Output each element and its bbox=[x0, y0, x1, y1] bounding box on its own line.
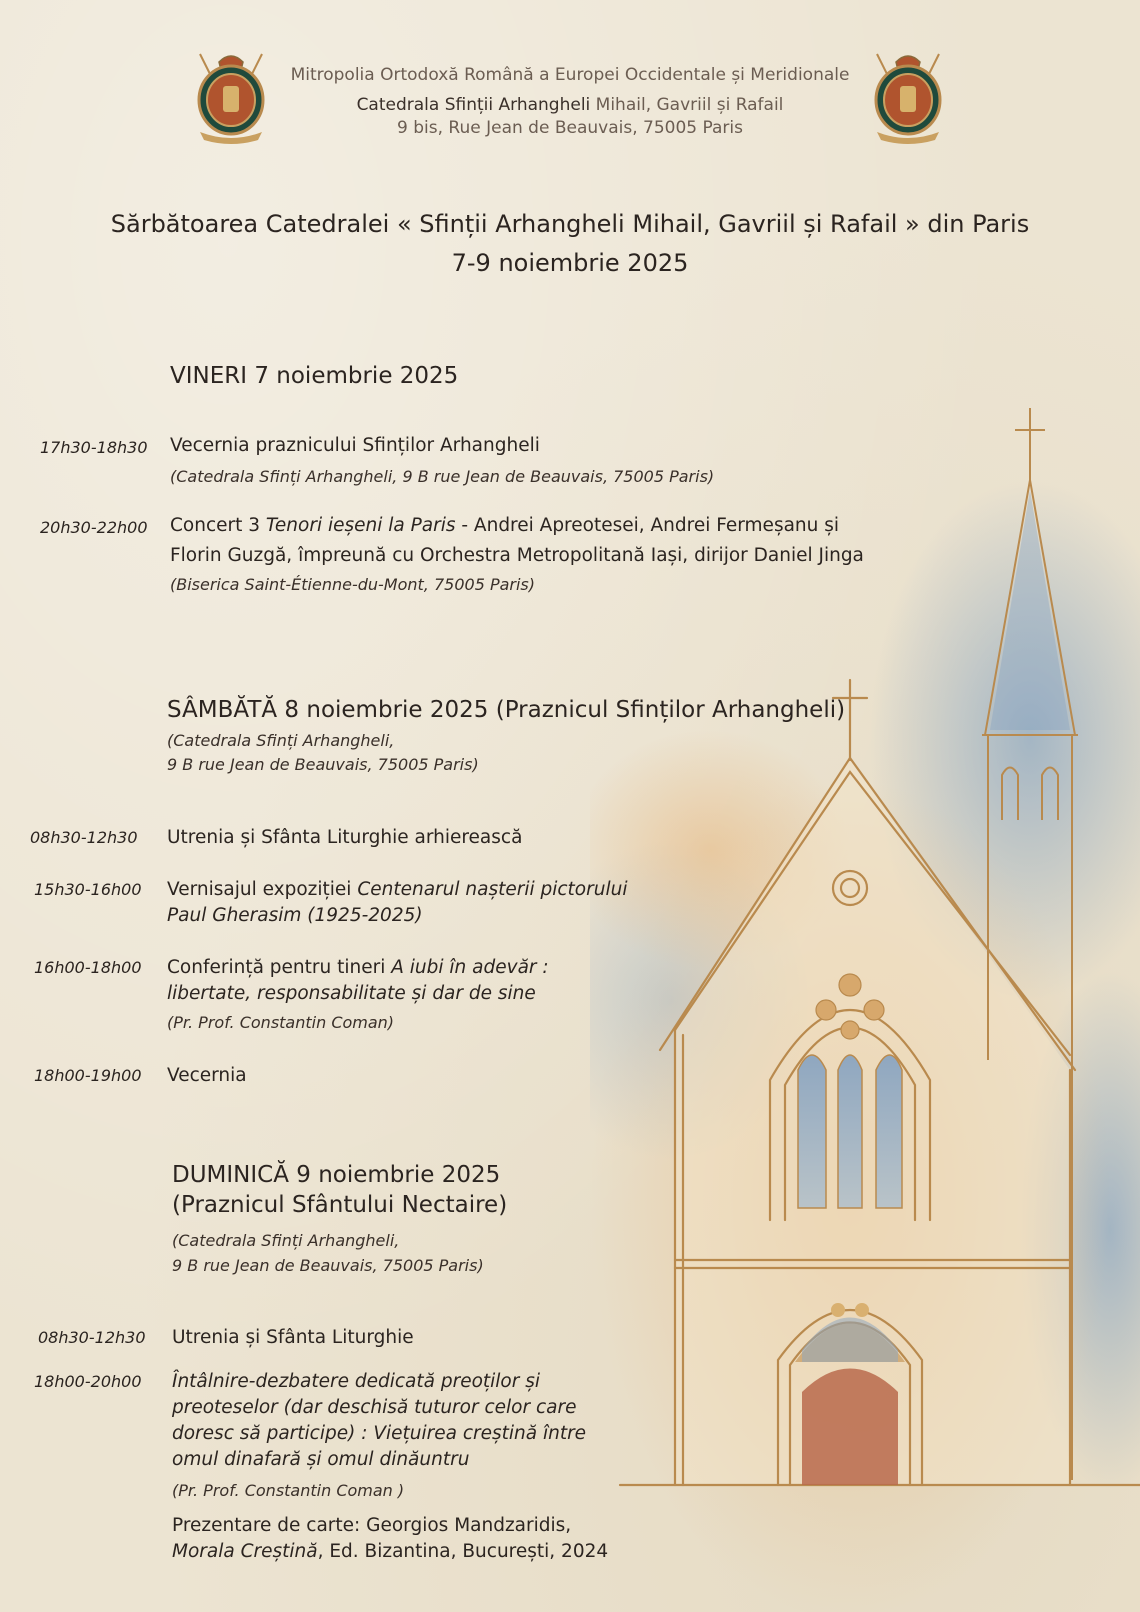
cathedral-name bbox=[0, 95, 1140, 115]
event-time: 08h30-12h30 bbox=[38, 1328, 146, 1347]
event-title-italic: A iubi în adevăr : bbox=[391, 957, 549, 978]
book-presentation: Prezentare de carte: Georgios Mandzaridis, bbox=[172, 1515, 572, 1536]
event-title bbox=[167, 954, 549, 982]
event-time: 20h30-22h00 bbox=[40, 518, 148, 537]
event-speaker: (Pr. Prof. Constantin Coman) bbox=[167, 1013, 395, 1032]
event-location: (Biserica Saint-Étienne-du-Mont, 75005 Paris) bbox=[170, 575, 536, 594]
event-speaker: (Pr. Prof. Constantin Coman ) bbox=[172, 1481, 405, 1500]
event-title-pre: Vernisajul expoziției bbox=[167, 879, 358, 900]
saturday-heading: SÂMBĂTĂ 8 noiembrie 2025 (Praznicul Sfinților Arhangheli) bbox=[167, 697, 846, 723]
event-title bbox=[167, 876, 627, 904]
page-subtitle-dates: 7-9 noiembrie 2025 bbox=[451, 249, 689, 277]
event-title-pre: Conferință pentru tineri bbox=[167, 957, 392, 978]
cathedral-name-rest: Mihail, Gavriil și Rafail bbox=[590, 95, 784, 115]
sunday-location-2: 9 B rue Jean de Beauvais, 75005 Paris) bbox=[172, 1256, 484, 1275]
event-title-line3 bbox=[172, 1420, 586, 1448]
event-title-line2: preoteselor (dar deschisă tuturor celor care bbox=[172, 1397, 577, 1418]
event-title-line3-b: Viețuirea creștină între bbox=[373, 1423, 587, 1444]
event-title-italic: Tenori ieșeni la Paris bbox=[265, 515, 456, 536]
event-time: 15h30-16h00 bbox=[34, 880, 142, 899]
saturday-location-2: 9 B rue Jean de Beauvais, 75005 Paris) bbox=[167, 755, 479, 774]
event-time: 17h30-18h30 bbox=[40, 438, 148, 457]
event-title: Vecernia praznicului Sfinților Arhangheli bbox=[170, 435, 540, 456]
event-title-italic: Centenarul nașterii pictorului bbox=[357, 879, 628, 900]
event-title-line2: Florin Guzgă, împreună cu Orchestra Metropolitană Iași, dirijor Daniel Jinga bbox=[170, 545, 864, 566]
event-title-pre: Concert 3 bbox=[170, 515, 266, 536]
book-publisher: , Ed. Bizantina, București, 2024 bbox=[317, 1541, 609, 1562]
event-title-line4: omul dinafară și omul dinăuntru bbox=[172, 1449, 470, 1470]
event-title-post: - Andrei Apreotesei, Andrei Fermeșanu și bbox=[455, 515, 840, 536]
event-time: 16h00-18h00 bbox=[34, 958, 142, 977]
event-title: Utrenia și Sfânta Liturghie bbox=[172, 1327, 414, 1348]
event-title: Vecernia bbox=[167, 1065, 247, 1086]
event-title-line2: libertate, responsabilitate și dar de sine bbox=[167, 983, 536, 1004]
event-time: 08h30-12h30 bbox=[30, 828, 138, 847]
sunday-location-1: (Catedrala Sfinți Arhangheli, bbox=[172, 1231, 400, 1250]
saturday-location-1: (Catedrala Sfinți Arhangheli, bbox=[167, 731, 395, 750]
event-time: 18h00-20h00 bbox=[34, 1372, 142, 1391]
page-title: Sărbătoarea Catedralei « Sfinții Arhangheli Mihail, Gavriil și Rafail » din Paris bbox=[110, 210, 1030, 238]
cathedral-address: 9 bis, Rue Jean de Beauvais, 75005 Paris bbox=[397, 118, 743, 138]
sunday-heading: DUMINICĂ 9 noiembrie 2025 bbox=[172, 1162, 501, 1188]
metropolis-name: Mitropolia Ortodoxă Română a Europei Occidentale și Meridionale bbox=[290, 65, 850, 85]
event-title-line2: Paul Gherasim (1925-2025) bbox=[167, 905, 423, 926]
event-title: Utrenia și Sfânta Liturghie arhierească bbox=[167, 827, 523, 848]
event-location: (Catedrala Sfinți Arhangheli, 9 B rue Jean de Beauvais, 75005 Paris) bbox=[170, 467, 715, 486]
cathedral-name-main: Catedrala Sfinții Arhangheli bbox=[356, 95, 591, 115]
sunday-subheading: (Praznicul Sfântului Nectaire) bbox=[172, 1192, 508, 1218]
event-title-line3-a: doresc să participe) : bbox=[172, 1423, 374, 1444]
event-title bbox=[170, 512, 839, 540]
event-title: Întâlnire-dezbatere dedicată preoților și bbox=[172, 1371, 541, 1392]
book-presentation-title bbox=[172, 1538, 608, 1566]
book-title: Morala Creștină bbox=[172, 1541, 318, 1562]
event-time: 18h00-19h00 bbox=[34, 1066, 142, 1085]
friday-heading: VINERI 7 noiembrie 2025 bbox=[170, 363, 459, 389]
